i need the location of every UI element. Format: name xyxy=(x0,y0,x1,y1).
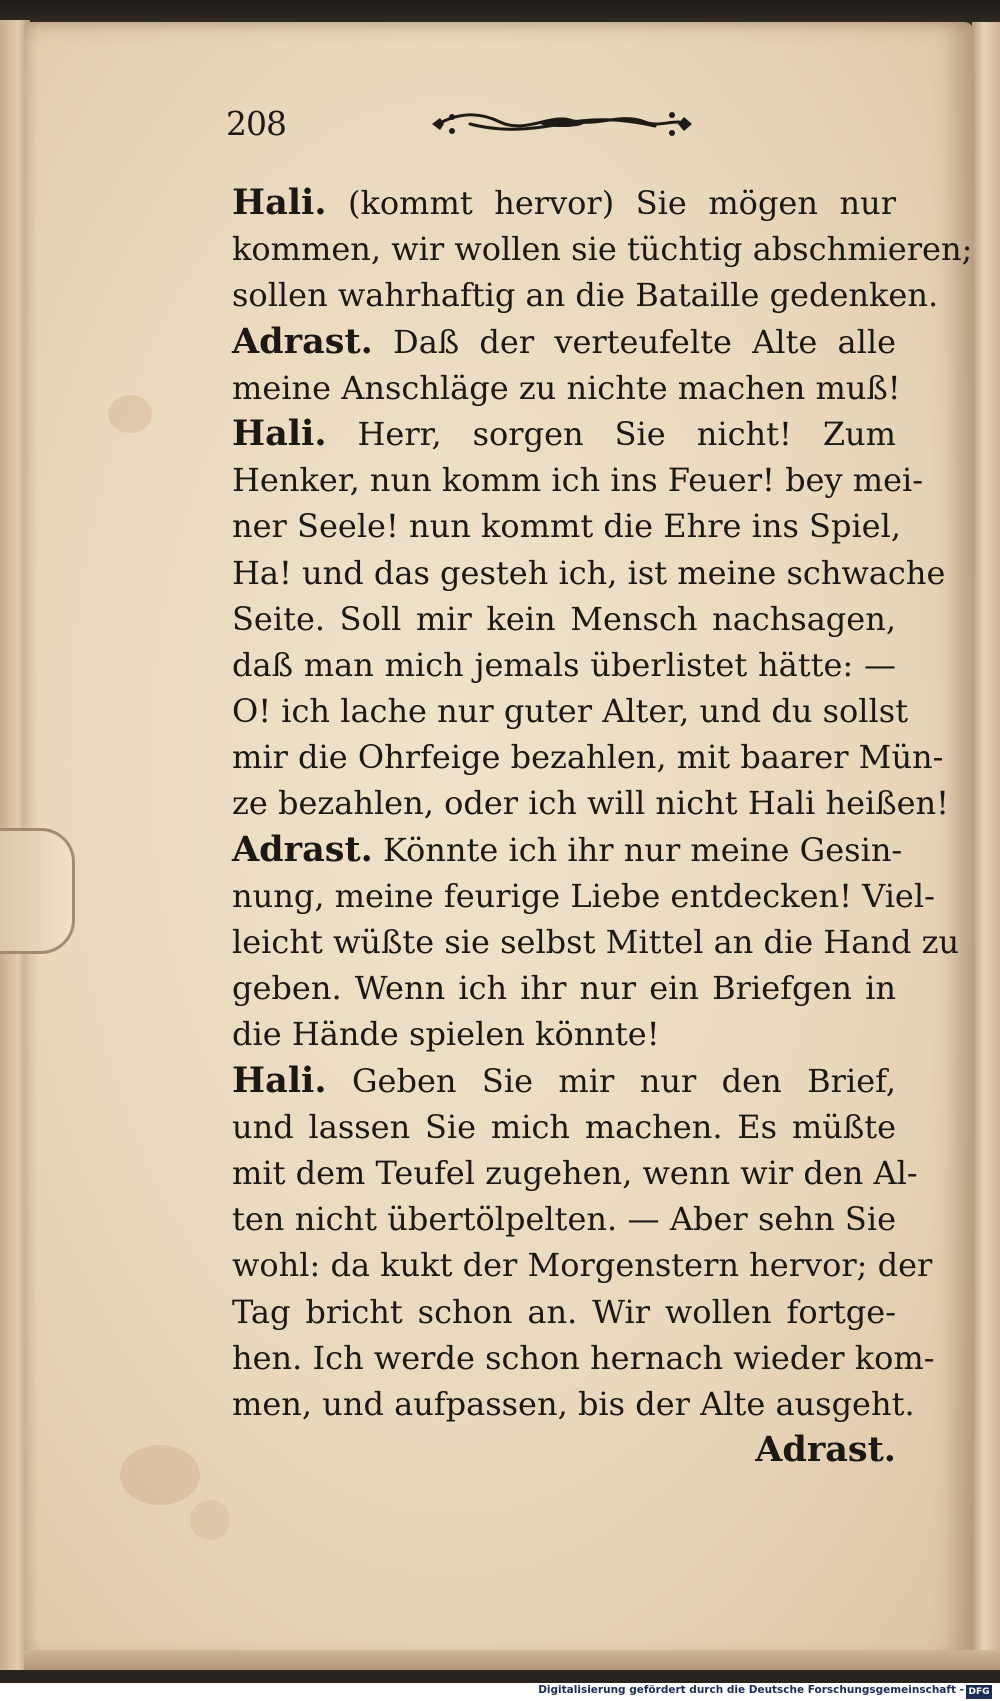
text-line xyxy=(232,1242,933,1288)
line-text: mir die Ohrfeige bezahlen, mit baarer Mün- xyxy=(232,738,944,777)
line-text: und lassen Sie mich machen. Es müßte xyxy=(232,1107,896,1146)
line-text: meine Anschläge zu nichte machen muß! xyxy=(232,368,901,407)
line-text: geben. Wenn ich ihr nur ein Briefgen in xyxy=(232,969,896,1008)
paper-stain xyxy=(108,395,152,433)
text-line xyxy=(232,642,896,688)
line-text: Geben Sie mir nur den Brief, xyxy=(326,1061,896,1100)
line-text: nung, meine feurige Liebe entdecken! Viel- xyxy=(232,876,935,915)
line-text: Daß der verteufelte Alte alle xyxy=(372,322,896,361)
text-line xyxy=(232,1104,896,1150)
text-line xyxy=(232,365,901,411)
text-line xyxy=(232,780,950,826)
text-line xyxy=(232,1011,896,1057)
page-number: 208 xyxy=(226,104,286,143)
line-text: men, und aufpassen, bis der Alte ausgeht. xyxy=(232,1384,915,1423)
text-line xyxy=(232,1427,896,1473)
text-line xyxy=(232,503,902,549)
line-text: kommen, wir wollen sie tüchtig abschmieren; xyxy=(232,230,973,269)
text-line xyxy=(232,411,896,457)
line-text: Ha! und das gesteh ich, ist meine schwache xyxy=(232,553,946,592)
text-line xyxy=(232,734,944,780)
dfg-logo: DFG xyxy=(966,1685,992,1699)
text-line xyxy=(232,319,896,365)
text-line xyxy=(232,272,939,318)
text-line xyxy=(232,965,896,1011)
text-line xyxy=(232,1289,896,1335)
line-text: daß man mich jemals überlistet hätte: — xyxy=(232,645,896,684)
text-line xyxy=(232,1381,915,1427)
line-text: Herr, sorgen Sie nicht! Zum xyxy=(326,414,896,453)
text-line xyxy=(232,919,960,965)
text-line xyxy=(232,457,924,503)
paper-stain xyxy=(120,1445,200,1505)
line-text: ner Seele! nun kommt die Ehre ins Spiel, xyxy=(232,507,902,546)
line-text: ze bezahlen, oder ich will nicht Hali heißen! xyxy=(232,784,950,823)
line-text: Henker, nun komm ich ins Feuer! bey mei- xyxy=(232,461,924,500)
text-line xyxy=(232,1196,896,1242)
line-text: leicht wüßte sie selbst Mittel an die Hand zu xyxy=(232,923,960,961)
speaker-name: Adrast. xyxy=(232,828,373,870)
text-line xyxy=(232,1150,918,1196)
page-text xyxy=(232,180,973,1473)
line-text: Seite. Soll mir kein Mensch nachsagen, xyxy=(232,599,896,638)
text-line xyxy=(232,226,973,272)
speaker-name: Hali. xyxy=(232,412,327,454)
line-text: die Hände spielen könnte! xyxy=(232,1015,660,1054)
speaker-name: Hali. xyxy=(232,182,327,223)
speaker-name: Adrast. xyxy=(755,1429,896,1471)
line-text: mit dem Teufel zugehen, wenn wir den Al- xyxy=(232,1153,918,1192)
line-text: Könnte ich ihr nur meine Gesin- xyxy=(372,830,903,869)
text-line xyxy=(232,827,903,873)
line-text: hen. Ich werde schon hernach wieder kom- xyxy=(232,1338,935,1377)
line-text: sollen wahrhaftig an die Bataille gedenken. xyxy=(232,276,939,315)
ornament-icon xyxy=(430,104,694,144)
book-bottom-edge xyxy=(24,1650,1000,1670)
line-text: ten nicht übertölpelten. — Aber sehn Sie xyxy=(232,1200,896,1239)
line-text: wohl: da kukt der Morgenstern hervor; der xyxy=(232,1246,933,1285)
text-line xyxy=(232,550,946,596)
line-text: O! ich lache nur guter Alter, und du sollst xyxy=(232,692,909,731)
text-line xyxy=(232,1335,935,1381)
text-line xyxy=(232,596,896,642)
book-right-edge xyxy=(972,22,1000,1662)
speaker-name: Adrast. xyxy=(232,320,373,362)
text-line xyxy=(232,180,896,226)
text-line xyxy=(232,873,935,919)
text-line xyxy=(232,1058,896,1104)
funding-credit: Digitalisierung gefördert durch die Deutsche Forschungsgemeinschaft - xyxy=(538,1684,964,1696)
paper-stain xyxy=(190,1500,230,1540)
speaker-name: Hali. xyxy=(232,1059,327,1101)
line-text: Tag bricht schon an. Wir wollen fortge- xyxy=(232,1292,896,1331)
text-line xyxy=(232,688,909,734)
clasp-strap xyxy=(0,828,75,954)
line-text: (kommt hervor) Sie mögen nur xyxy=(326,184,896,222)
